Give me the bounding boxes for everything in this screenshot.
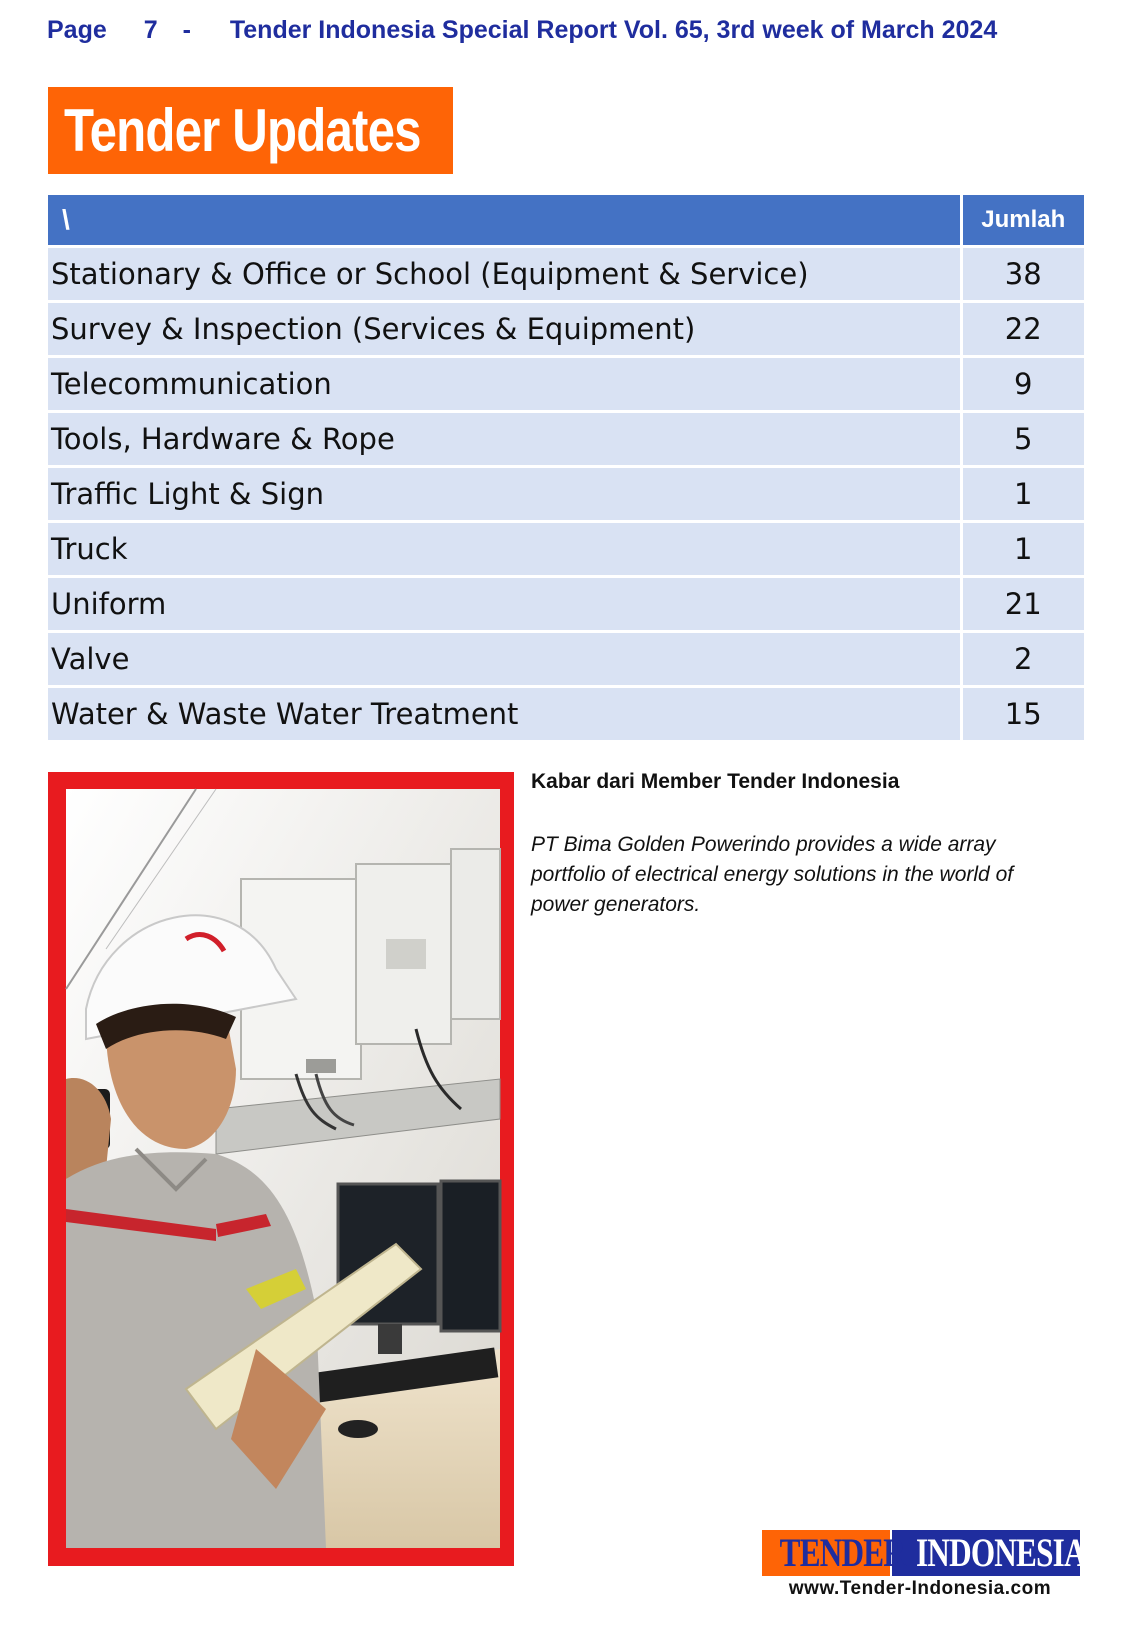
table-row [48, 302, 1084, 357]
page-number: 7 [143, 16, 158, 44]
category-cell: Stationary & Office or School (Equipment & Service) [48, 247, 961, 302]
report-title: Tender Indonesia Special Report Vol. 65, 3rd week of March 2024 [229, 16, 998, 44]
category-cell: Telecommunication [48, 357, 961, 412]
table-row [48, 577, 1084, 632]
category-cell: Valve [48, 632, 961, 687]
category-cell: Uniform [48, 577, 961, 632]
logo-word-tender: TENDER [762, 1530, 890, 1576]
page-label: Page [47, 16, 107, 44]
category-cell: Survey & Inspection (Services & Equipment) [48, 302, 961, 357]
website-url: www.Tender-Indonesia.com [788, 1578, 1052, 1599]
count-cell: 9 [961, 357, 1084, 412]
tender-count-table [48, 195, 1084, 740]
table-row [48, 632, 1084, 687]
count-cell: 22 [961, 302, 1084, 357]
table-row [48, 247, 1084, 302]
logo-word-indonesia: INDONESIA [892, 1530, 1080, 1576]
member-photo-frame [48, 772, 514, 1566]
category-cell: Truck [48, 522, 961, 577]
count-cell: 15 [961, 687, 1084, 741]
count-cell: 1 [961, 467, 1084, 522]
member-news-heading: Kabar dari Member Tender Indonesia [531, 770, 900, 793]
engineer-photo [66, 789, 500, 1548]
count-cell: 2 [961, 632, 1084, 687]
table-row [48, 467, 1084, 522]
table-header-row [48, 195, 1084, 247]
table-row [48, 357, 1084, 412]
column-header-jumlah: Jumlah [961, 195, 1084, 247]
section-title: Tender Updates [64, 97, 421, 164]
count-cell: 21 [961, 577, 1084, 632]
count-cell: 1 [961, 522, 1084, 577]
count-cell: 5 [961, 412, 1084, 467]
header-separator: - [182, 16, 191, 44]
table-row [48, 687, 1084, 741]
section-title-banner [48, 87, 453, 174]
column-header-category: \ [48, 195, 961, 247]
member-news-text: PT Bima Golden Powerindo provides a wide array portfolio of electrical energy solutions in the world of power generators. [531, 833, 1014, 916]
category-cell: Tools, Hardware & Rope [48, 412, 961, 467]
table-row [48, 522, 1084, 577]
table-row [48, 412, 1084, 467]
page-header [47, 16, 997, 45]
tender-indonesia-logo [762, 1530, 1086, 1576]
category-cell: Traffic Light & Sign [48, 467, 961, 522]
category-cell: Water & Waste Water Treatment [48, 687, 961, 741]
count-cell: 38 [961, 247, 1084, 302]
